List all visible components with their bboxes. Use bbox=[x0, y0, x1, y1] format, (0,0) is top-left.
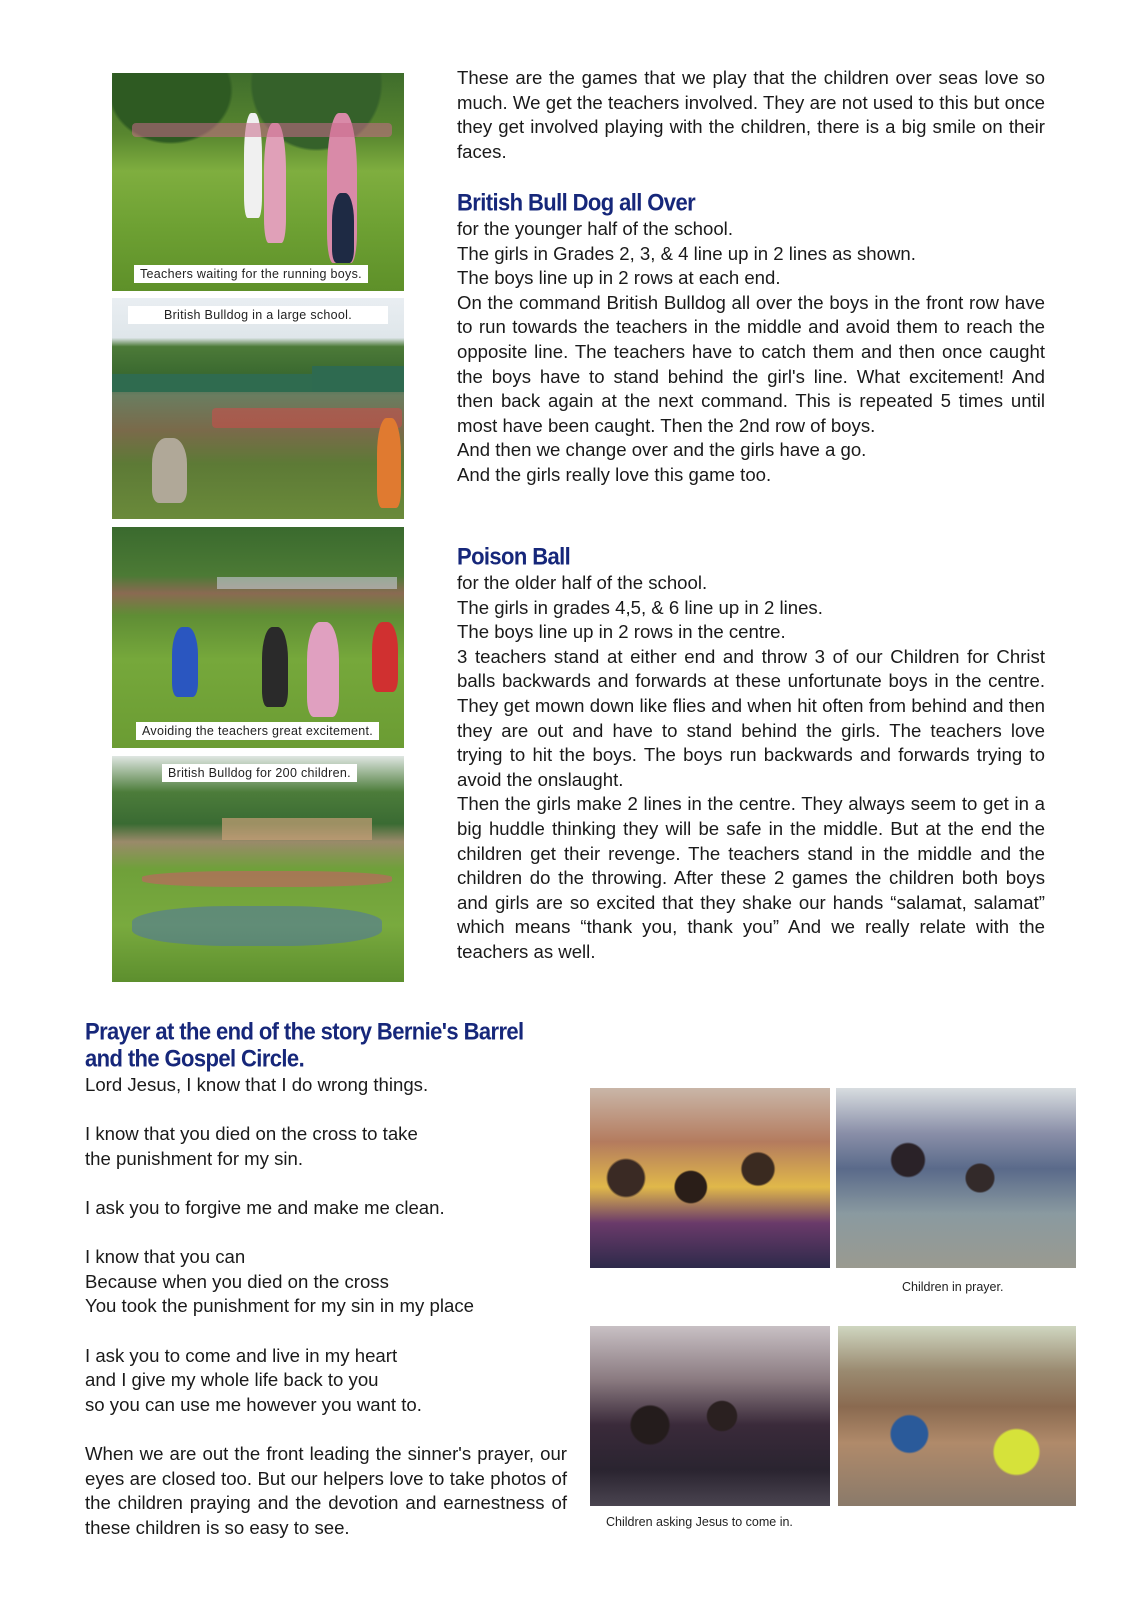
bulldog-section bbox=[457, 188, 1045, 488]
prayer-line: so you can use me however you want to. bbox=[85, 1393, 422, 1415]
photo-bulldog-large-school bbox=[112, 298, 404, 519]
intro-paragraph: These are the games that we play that the children over seas love so much. We get the teachers involved. They are not used to this but once they get involved playing with the children, there is a big smile on their faces. bbox=[457, 67, 1045, 162]
bulldog-line: The boys line up in 2 rows at each end. bbox=[457, 267, 781, 289]
photo-caption: Avoiding the teachers great excitement. bbox=[136, 722, 379, 740]
bulldog-heading: British Bull Dog all Over bbox=[457, 189, 696, 217]
bulldog-closing: And the girls really love this game too. bbox=[457, 463, 772, 485]
caption-children-asking: Children asking Jesus to come in. bbox=[606, 1515, 793, 1529]
prayer-line: Lord Jesus, I know that I do wrong things. bbox=[85, 1074, 429, 1095]
photo-teachers-waiting bbox=[112, 73, 404, 291]
poison-line: The girls in grades 4,5, & 6 line up in 2 lines. bbox=[457, 596, 823, 618]
photo-caption: British Bulldog in a large school. bbox=[128, 306, 388, 324]
caption-children-in-prayer: Children in prayer. bbox=[902, 1280, 1004, 1294]
bulldog-closing: And then we change over and the girls have a go. bbox=[457, 439, 867, 461]
poison-paragraph: 3 teachers stand at either end and throw 3 of our Children for Christ balls backwards and forwards at these unfortunate boys in the centre. They get mown down like flies and when hit often from behind and then they are out and have to stand behind the girls. The teachers love trying to hit the boys. The boys run backwards and forwards trying to avoid the onslaught. bbox=[457, 645, 1045, 790]
poison-paragraph-2: Then the girls make 2 lines in the centre. They always seem to get in a big huddle thinking they will be safe in the middle. But at the end the children get their revenge. The teachers stand in the middle and the children do the throwing. After these 2 games the children both boys and girls are so excited that they shake our hands “salamat, salamat” which means “thank you, thank you” And we really relate with the teachers as well. bbox=[457, 793, 1045, 962]
prayer-closing: When we are out the front leading the sinner's prayer, our eyes are closed too. But our helpers love to take photos of the children praying and the devotion and earnestness of these children is so easy to see. bbox=[85, 1442, 567, 1538]
poison-line: The boys line up in 2 rows in the centre. bbox=[457, 621, 786, 643]
photo-children-asking-1 bbox=[590, 1326, 830, 1506]
photo-children-praying-2 bbox=[836, 1088, 1076, 1268]
prayer-line: I know that you died on the cross to take bbox=[85, 1123, 418, 1145]
prayer-line: the punishment for my sin. bbox=[85, 1147, 304, 1169]
prayer-line: and I give my whole life back to you bbox=[85, 1369, 379, 1391]
prayer-line: Because when you died on the cross bbox=[85, 1270, 389, 1292]
bulldog-line: for the younger half of the school. bbox=[457, 218, 733, 239]
photo-children-praying-1 bbox=[590, 1088, 830, 1268]
prayer-section bbox=[85, 1017, 565, 1540]
prayer-heading-line1: Prayer at the end of the story Bernie's Barrel bbox=[85, 1018, 524, 1046]
prayer-heading-line2: and the Gospel Circle. bbox=[85, 1045, 305, 1073]
prayer-line: You took the punishment for my sin in my place bbox=[85, 1295, 474, 1317]
poison-heading: Poison Ball bbox=[457, 543, 571, 571]
photo-children-asking-2 bbox=[838, 1326, 1076, 1506]
prayer-line: I ask you to come and live in my heart bbox=[85, 1344, 398, 1366]
prayer-line: I know that you can bbox=[85, 1246, 246, 1268]
prayer-line: I ask you to forgive me and make me clean. bbox=[85, 1196, 445, 1218]
photo-caption: Teachers waiting for the running boys. bbox=[134, 265, 368, 283]
bulldog-line: The girls in Grades 2, 3, & 4 line up in 2 lines as shown. bbox=[457, 242, 916, 264]
poison-section bbox=[457, 542, 1045, 965]
poison-line: for the older half of the school. bbox=[457, 572, 708, 593]
photo-bulldog-200-children bbox=[112, 756, 404, 982]
intro-text bbox=[457, 66, 1045, 164]
photo-caption: British Bulldog for 200 children. bbox=[162, 764, 357, 782]
bulldog-paragraph: On the command British Bulldog all over the boys in the front row have to run towards the teachers in the middle and avoid them to reach the opposite line. The teachers have to catch them and then once caught the boys have to stand behind the girl's line. What excitement! And then back again at the next command. This is repeated 5 times until most have been caught. Then the 2nd row of boys. bbox=[457, 291, 1045, 436]
photo-avoiding-teachers bbox=[112, 527, 404, 748]
